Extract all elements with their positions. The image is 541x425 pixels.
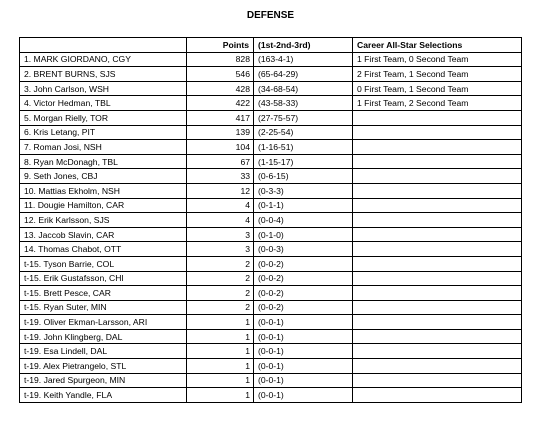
career-cell	[353, 183, 522, 198]
points-cell: 33	[187, 169, 254, 184]
table-row	[20, 110, 522, 125]
player-cell: 2. BRENT BURNS, SJS	[20, 67, 187, 82]
player-cell: 13. Jaccob Slavin, CAR	[20, 227, 187, 242]
career-cell	[353, 359, 522, 374]
career-cell	[353, 300, 522, 315]
column-header-career: Career All-Star Selections	[353, 38, 522, 53]
table-row	[20, 300, 522, 315]
player-cell: 12. Erik Karlsson, SJS	[20, 213, 187, 228]
player-cell: 11. Dougie Hamilton, CAR	[20, 198, 187, 213]
page-title: DEFENSE	[246, 10, 295, 21]
player-cell: t-19. Esa Lindell, DAL	[20, 344, 187, 359]
points-cell: 1	[187, 373, 254, 388]
player-cell: 9. Seth Jones, CBJ	[20, 169, 187, 184]
points-cell: 4	[187, 198, 254, 213]
table-row	[20, 125, 522, 140]
career-cell	[353, 213, 522, 228]
table-row	[20, 227, 522, 242]
votes-cell: (0-0-1)	[254, 315, 353, 330]
votes-cell: (27-75-57)	[254, 110, 353, 125]
career-cell	[353, 256, 522, 271]
table-row	[20, 183, 522, 198]
points-cell: 3	[187, 227, 254, 242]
points-cell: 546	[187, 67, 254, 82]
points-cell: 1	[187, 344, 254, 359]
table-row	[20, 329, 522, 344]
column-header-player	[20, 38, 187, 53]
table-row	[20, 256, 522, 271]
votes-cell: (0-0-2)	[254, 256, 353, 271]
header-row	[20, 38, 522, 53]
points-cell: 417	[187, 110, 254, 125]
career-cell	[353, 286, 522, 301]
column-header-votes: (1st-2nd-3rd)	[254, 38, 353, 53]
votes-cell: (0-0-4)	[254, 213, 353, 228]
table-row	[20, 373, 522, 388]
votes-cell: (0-0-2)	[254, 300, 353, 315]
points-cell: 428	[187, 81, 254, 96]
points-cell: 1	[187, 388, 254, 403]
player-cell: 8. Ryan McDonagh, TBL	[20, 154, 187, 169]
career-cell: 0 First Team, 1 Second Team	[353, 81, 522, 96]
points-cell: 1	[187, 315, 254, 330]
votes-cell: (1-15-17)	[254, 154, 353, 169]
player-cell: 5. Morgan Rielly, TOR	[20, 110, 187, 125]
player-cell: t-19. John Klingberg, DAL	[20, 329, 187, 344]
table-row	[20, 315, 522, 330]
player-cell: t-15. Brett Pesce, CAR	[20, 286, 187, 301]
votes-cell: (0-0-1)	[254, 388, 353, 403]
table-row	[20, 154, 522, 169]
points-cell: 1	[187, 329, 254, 344]
votes-cell: (0-1-0)	[254, 227, 353, 242]
votes-cell: (65-64-29)	[254, 67, 353, 82]
player-cell: t-15. Tyson Barrie, COL	[20, 256, 187, 271]
votes-cell: (0-0-1)	[254, 329, 353, 344]
points-cell: 2	[187, 300, 254, 315]
votes-cell: (34-68-54)	[254, 81, 353, 96]
votes-cell: (0-3-3)	[254, 183, 353, 198]
votes-cell: (1-16-51)	[254, 140, 353, 155]
player-cell: 14. Thomas Chabot, OTT	[20, 242, 187, 257]
career-cell	[353, 125, 522, 140]
table-row	[20, 96, 522, 111]
career-cell	[353, 373, 522, 388]
points-cell: 2	[187, 256, 254, 271]
column-header-points: Points	[187, 38, 254, 53]
table-row	[20, 213, 522, 228]
career-cell	[353, 140, 522, 155]
player-cell: 4. Victor Hedman, TBL	[20, 96, 187, 111]
player-cell: t-19. Jared Spurgeon, MIN	[20, 373, 187, 388]
table-row	[20, 52, 522, 67]
points-cell: 67	[187, 154, 254, 169]
player-cell: t-15. Erik Gustafsson, CHI	[20, 271, 187, 286]
points-cell: 1	[187, 359, 254, 374]
player-cell: 6. Kris Letang, PIT	[20, 125, 187, 140]
career-cell: 1 First Team, 0 Second Team	[353, 52, 522, 67]
votes-cell: (163-4-1)	[254, 52, 353, 67]
votes-cell: (43-58-33)	[254, 96, 353, 111]
player-cell: t-19. Alex Pietrangelo, STL	[20, 359, 187, 374]
career-cell	[353, 198, 522, 213]
points-cell: 12	[187, 183, 254, 198]
career-cell: 1 First Team, 2 Second Team	[353, 96, 522, 111]
player-cell: 10. Mattias Ekholm, NSH	[20, 183, 187, 198]
table-row	[20, 81, 522, 96]
votes-cell: (0-0-1)	[254, 359, 353, 374]
career-cell	[353, 154, 522, 169]
table-row	[20, 198, 522, 213]
career-cell	[353, 315, 522, 330]
career-cell	[353, 169, 522, 184]
career-cell	[353, 388, 522, 403]
career-cell	[353, 329, 522, 344]
votes-cell: (2-25-54)	[254, 125, 353, 140]
points-cell: 422	[187, 96, 254, 111]
career-cell	[353, 227, 522, 242]
table-row	[20, 140, 522, 155]
table-row	[20, 67, 522, 82]
player-cell: 7. Roman Josi, NSH	[20, 140, 187, 155]
table-row	[20, 286, 522, 301]
career-cell	[353, 344, 522, 359]
table-row	[20, 388, 522, 403]
player-cell: 3. John Carlson, WSH	[20, 81, 187, 96]
career-cell: 2 First Team, 1 Second Team	[353, 67, 522, 82]
player-cell: 1. MARK GIORDANO, CGY	[20, 52, 187, 67]
points-cell: 104	[187, 140, 254, 155]
career-cell	[353, 242, 522, 257]
votes-cell: (0-0-1)	[254, 373, 353, 388]
points-cell: 139	[187, 125, 254, 140]
table-row	[20, 359, 522, 374]
points-cell: 2	[187, 271, 254, 286]
table-row	[20, 169, 522, 184]
player-cell: t-19. Keith Yandle, FLA	[20, 388, 187, 403]
table-row	[20, 242, 522, 257]
votes-cell: (0-0-2)	[254, 286, 353, 301]
points-cell: 2	[187, 286, 254, 301]
points-cell: 3	[187, 242, 254, 257]
career-cell	[353, 271, 522, 286]
points-cell: 828	[187, 52, 254, 67]
votes-cell: (0-1-1)	[254, 198, 353, 213]
votes-cell: (0-6-15)	[254, 169, 353, 184]
career-cell	[353, 110, 522, 125]
defense-voting-table	[19, 37, 522, 403]
votes-cell: (0-0-2)	[254, 271, 353, 286]
player-cell: t-15. Ryan Suter, MIN	[20, 300, 187, 315]
points-cell: 4	[187, 213, 254, 228]
table-row	[20, 344, 522, 359]
player-cell: t-19. Oliver Ekman-Larsson, ARI	[20, 315, 187, 330]
table-row	[20, 271, 522, 286]
votes-cell: (0-0-1)	[254, 344, 353, 359]
votes-cell: (0-0-3)	[254, 242, 353, 257]
